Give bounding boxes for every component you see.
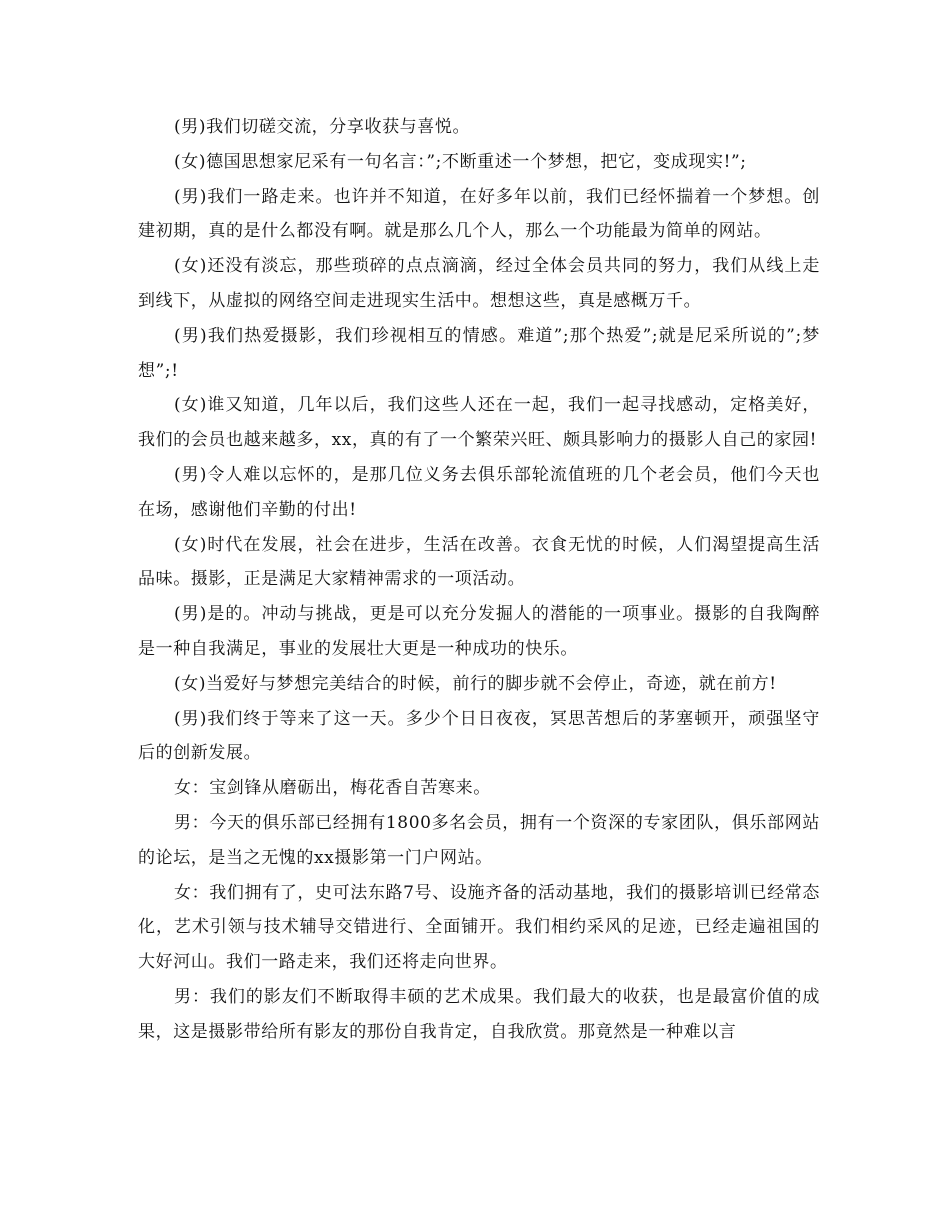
paragraph: (男)我们一路走来。也许并不知道，在好多年以前，我们已经怀揣着一个梦想。创建初期，真的是什么都没有啊。就是那么几个人，那么一个功能最为简单的网站。 (138, 186, 820, 242)
document-body (138, 110, 820, 1050)
paragraph: (女)时代在发展，社会在进步，生活在改善。衣食无忧的时候，人们渴望提高生活品味。摄影，正是满足大家精神需求的一项活动。 (138, 534, 820, 590)
paragraph: (女)当爱好与梦想完美结合的时候，前行的脚步就不会停止，奇迹，就在前方! (174, 673, 777, 694)
paragraph: (男)我们热爱摄影，我们珍视相互的情感。难道”;那个热爱”;就是尼采所说的”;梦想”;! (138, 325, 820, 381)
paragraph: (女)德国思想家尼采有一句名言：”;不断重述一个梦想，把它，变成现实!”; (174, 151, 747, 172)
paragraph: (男)令人难以忘怀的，是那几位义务去俱乐部轮流值班的几个老会员，他们今天也在场，感谢他们辛勤的付出! (138, 464, 820, 520)
paragraph: (男)我们终于等来了这一天。多少个日日夜夜，冥思苦想后的茅塞顿开，顽强坚守后的创新发展。 (138, 708, 820, 764)
paragraph: 女：宝剑锋从磨砺出，梅花香自苦寒来。 (174, 778, 491, 799)
paragraph: (男)是的。冲动与挑战，更是可以充分发掘人的潜能的一项事业。摄影的自我陶醉是一种自我满足，事业的发展壮大更是一种成功的快乐。 (138, 604, 820, 659)
paragraph: 男：今天的俱乐部已经拥有1800多名会员，拥有一个资深的专家团队，俱乐部网站的论坛，是当之无愧的xx摄影第一门户网站。 (138, 812, 820, 868)
paragraph: (女)谁又知道，几年以后，我们这些人还在一起，我们一起寻找感动，定格美好，我们的会员也越来越多，xx，真的有了一个繁荣兴旺、颇具影响力的摄影人自己的家园! (138, 395, 820, 451)
paragraph: (男)我们切磋交流，分享收获与喜悦。 (174, 117, 471, 137)
paragraph: 女：我们拥有了，史可法东路7号、设施齐备的活动基地，我们的摄影培训已经常态化，艺术引领与技术辅导交错进行、全面铺开。我们相约采风的足迹，已经走遍祖国的大好河山。我们一路走来，我们还将走向世界。 (138, 882, 820, 973)
paragraph: 男：我们的影友们不断取得丰硕的艺术成果。我们最大的收获，也是最富价值的成果，这是摄影带给所有影友的那份自我肯定，自我欣赏。那竟然是一种难以言 (138, 986, 820, 1042)
paragraph: (女)还没有淡忘，那些琐碎的点点滴滴，经过全体会员共同的努力，我们从线上走到线下，从虚拟的网络空间走进现实生活中。想想这些，真是感概万千。 (138, 256, 820, 311)
